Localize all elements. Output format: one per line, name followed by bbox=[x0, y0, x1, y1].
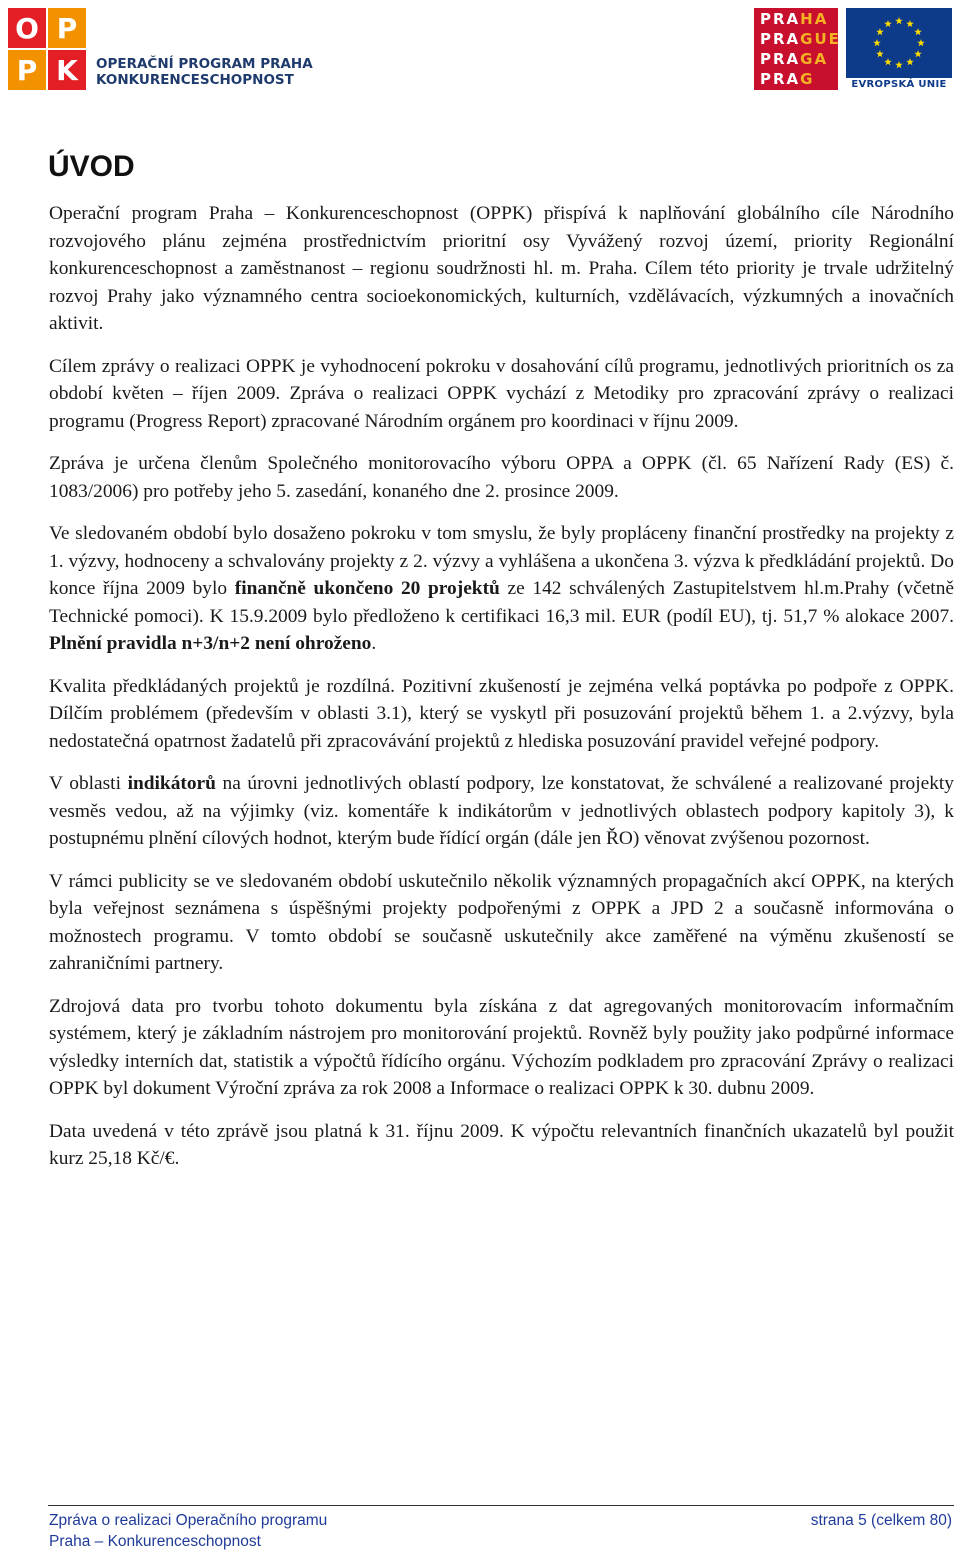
praha-logo bbox=[754, 8, 841, 90]
oppk-logo bbox=[8, 8, 313, 90]
footer-title-line1: Zpráva o realizaci Operačního programu bbox=[49, 1512, 328, 1529]
oppk-logo-text-line2: KONKURENCESCHOPNOST bbox=[96, 72, 294, 88]
eu-label: EVROPSKÁ UNIE bbox=[851, 79, 947, 90]
oppk-logo-text-line1: OPERAČNÍ PROGRAM PRAHA bbox=[96, 56, 313, 72]
oppk-logo-mark bbox=[8, 8, 88, 90]
paragraph-intro: Operační program Praha – Konkurenceschopnost (OPPK) přispívá k naplňování globálního cíle Národního rozvojového plánu zejména prostřednictvím prioritní osy Vyvážený rozvoj území, priority Regionální konkurenceschopnost a zaměstnanost – regionu soudržnosti hl. m. Praha. Cílem této priority je trvale udržitelný rozvoj Prahy jako významného centra socioekonomických, kulturních, vzdělávacích, výzkumných a inovačních aktivit. bbox=[49, 203, 954, 334]
oppk-letter-p2: P bbox=[8, 50, 46, 90]
eu-logo bbox=[846, 8, 952, 92]
footer-page-number: strana 5 (celkem 80) bbox=[810, 1512, 952, 1529]
oppk-letter-k: K bbox=[48, 50, 86, 90]
page-title: ÚVOD bbox=[48, 150, 135, 183]
praha-logo-row: PRAG bbox=[760, 70, 815, 88]
oppk-letter-o: O bbox=[8, 8, 46, 48]
eu-flag-icon bbox=[846, 8, 952, 78]
footer-divider bbox=[48, 1505, 954, 1506]
paragraph-sources: Zdrojová data pro tvorbu tohoto dokumentu byla získána z dat agregovaných monitorovacím informačním systémem, který je základním nástrojem pro monitorování projektů. Rovněž byly použity jako podpůrné informace výsledky interních dat, statistik a výpočtů řídícího orgánu. Výchozím podkladem pro zpracování Zprávy o realizaci OPPK byl dokument Výroční zpráva za rok 2008 a Informace o realizaci OPPK k 30. dubnu 2009. bbox=[49, 995, 954, 1099]
praha-logo-row: PRAHA bbox=[760, 10, 829, 28]
paragraph-progress: Ve sledovaném období bylo dosaženo pokroku v tom smyslu, že byly propláceny finanční prostředky na projekty z 1. výzvy, hodnoceny a schvalovány projekty z 2. výzvy a vyhlášena a ukončena 3. výzva k předkládání projektů. Do konce října 2009 bylo finančně ukončeno 20 projektů ze 142 schválených Zastupitelstvem hl.m.Prahy (včetně Technické pomoci). K 15.9.2009 bylo předloženo k certifikaci 16,3 mil. EUR (podíl EU), tj. 51,7 % alokace 2007. Plnění pravidla n+3/n+2 není ohroženo. bbox=[49, 523, 954, 654]
paragraph-audience: Zpráva je určena členům Společného monitorovacího výboru OPPA a OPPK (čl. 65 Nařízení Rady (ES) č. 1083/2006) pro potřeby jeho 5. zasedání, konaného dne 2. prosince 2009. bbox=[49, 453, 954, 502]
oppk-logo-text bbox=[96, 56, 313, 88]
paragraph-publicity: V rámci publicity se ve sledovaném období uskutečnilo několik významných propagačních akcí OPPK, na kterých byla veřejnost seznámena s úspěšnými projekty podpořenými z OPPK a JPD 2 a současně informována o možnostech programu. V tomto období se současně uskutečnily akce zaměřené na výměnu zkušeností se zahraničními partnery. bbox=[49, 870, 954, 974]
footer-document-title bbox=[49, 1510, 327, 1552]
footer-title-line2: Praha – Konkurenceschopnost bbox=[49, 1533, 261, 1550]
oppk-letter-p1: P bbox=[48, 8, 86, 48]
emphasis-indicators: indikátorů bbox=[127, 773, 216, 794]
paragraph-indicators: V oblasti indikátorů na úrovni jednotlivých oblastí podpory, lze konstatovat, že schválené a realizované projekty vesměs vedou, až na výjimky (viz. komentáře k indikátorům v jednotlivých oblastech podpory kapitoly 3), k postupnému plnění cílových hodnot, kterým bude řídící orgán (dále jen ŘO) věnovat zvýšenou pozornost. bbox=[49, 773, 954, 849]
emphasis-completed-projects: finančně ukončeno 20 projektů bbox=[234, 578, 500, 599]
praha-logo-row: PRAGUE bbox=[760, 30, 841, 48]
paragraph-quality: Kvalita předkládaných projektů je rozdílná. Pozitivní zkušeností je zejména velká poptávka po podpoře z OPPK. Dílčím problémem (především v oblasti 3.1), který se vyskytl při posuzování projektů během 1. a 2.výzvy, byla nedostatečná opatrnost žadatelů při zpracovávání projektů z hlediska posuzování pravidel veřejné podpory. bbox=[49, 675, 954, 752]
praha-logo-row: PRAGA bbox=[760, 50, 829, 68]
paragraph-validity: Data uvedená v této zprávě jsou platná k 31. říjnu 2009. K výpočtu relevantních finančních ukazatelů byl použit kurz 25,18 Kč/€. bbox=[49, 1120, 954, 1169]
emphasis-rule-n3: Plnění pravidla n+3/n+2 není ohroženo bbox=[49, 633, 372, 654]
document-body bbox=[49, 200, 954, 1188]
paragraph-purpose: Cílem zprávy o realizaci OPPK je vyhodnocení pokroku v dosahování cílů programu, jednotlivých prioritních os za období květen – říjen 2009. Zpráva o realizaci OPPK vychází z Metodiky pro zpracování zprávy o realizaci programu (Progress Report) zpracované Národním orgánem pro koordinaci v říjnu 2009. bbox=[49, 355, 954, 432]
